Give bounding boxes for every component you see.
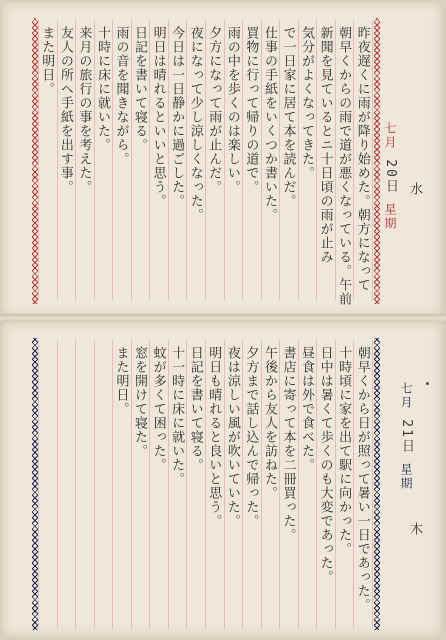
diary-text-column: 明日も晴れると良いと思う。 bbox=[206, 346, 222, 528]
decorative-border-right bbox=[374, 18, 380, 304]
diary-text-column: 午後から友人を訪ねた。 bbox=[261, 346, 277, 500]
diary-text-column: 今日は一日静かに過ごした。 bbox=[169, 26, 185, 208]
date-day: 21日 bbox=[399, 419, 414, 454]
binding-hole bbox=[426, 382, 429, 385]
date-weekday: 星期 bbox=[399, 463, 413, 492]
diary-text-column: 夕方まで話し込んで帰った。 bbox=[243, 346, 259, 528]
date-month: 七月 bbox=[399, 382, 413, 410]
diary-text-column: 十時頃に家を出て駅に向かった。 bbox=[336, 346, 352, 556]
diary-text-column: 買物に行って帰りの道で。 bbox=[243, 26, 259, 194]
ruled-line bbox=[38, 340, 39, 628]
diary-text-column: 仕事の手紙をいくつか書いた。 bbox=[261, 26, 277, 222]
ruled-line bbox=[57, 340, 58, 628]
diary-text-column: 明日は晴れるといいと思う。 bbox=[150, 26, 166, 208]
weekday-handwritten: 木 bbox=[407, 522, 422, 538]
ruled-line bbox=[94, 340, 95, 628]
diary-text-column: 十一時に床に就いた。 bbox=[169, 346, 185, 486]
ruled-line bbox=[372, 340, 373, 628]
diary-text-column: 気分がよくなってきた。 bbox=[299, 26, 315, 180]
diary-text-column: 夜になって少し涼しくなった。 bbox=[187, 26, 203, 222]
diary-text-column: 日記を書いて寝る。 bbox=[187, 346, 203, 472]
diary-text-column: 新聞を見ているとニ十日頃の雨が止み bbox=[317, 26, 333, 264]
diary-text-column: 蚊が多くて困った。 bbox=[150, 346, 166, 472]
diary-text-column: また明日。 bbox=[39, 26, 55, 96]
decorative-border-right bbox=[374, 338, 380, 630]
date-weekday: 星期 bbox=[383, 203, 397, 232]
diary-text-column: で一日家に居て本を読んだ。 bbox=[280, 26, 296, 208]
date-month: 七月 bbox=[383, 122, 397, 150]
diary-page-top bbox=[2, 2, 442, 316]
diary-text-column: 雨の音を聞きながら。 bbox=[113, 26, 129, 166]
diary-text-column: 昼食は外で食べた。 bbox=[299, 346, 315, 472]
diary-text-column: 朝早くからの雨で道が悪くなっている。午前 bbox=[336, 26, 352, 306]
diary-text-column: 朝早くから日が照って暑い一日であった。 bbox=[354, 346, 370, 612]
ruled-line bbox=[75, 340, 76, 628]
diary-text-column: 窓を開けて寝た。 bbox=[132, 346, 148, 458]
diary-text-column: 書店に寄って本を二冊買った。 bbox=[280, 346, 296, 542]
weekday-handwritten: 水 bbox=[407, 182, 422, 198]
diary-text-column: 日記を書いて寝る。 bbox=[132, 26, 148, 152]
diary-text-column: 夕方になって雨が止んだ。 bbox=[206, 26, 222, 194]
diary-text-column: 雨の中を歩くのは楽しい。 bbox=[224, 26, 240, 194]
date-day: 20日 bbox=[383, 159, 398, 194]
diary-text-column: 来月の旅行の事を考えた。 bbox=[76, 26, 92, 194]
diary-text-column: 十時に床に就いた。 bbox=[94, 26, 110, 152]
diary-text-column: また明日。 bbox=[113, 346, 129, 416]
date-line bbox=[397, 382, 416, 491]
ruled-line bbox=[372, 20, 373, 300]
diary-text-column: 夜は涼しい風が吹いていた。 bbox=[224, 346, 240, 528]
diary-page-bottom bbox=[2, 322, 442, 636]
ruled-area bbox=[38, 20, 372, 306]
diary-text-column: 昨夜遅くに雨が降り始めた。朝方になって bbox=[354, 26, 370, 292]
ruled-area bbox=[38, 340, 372, 628]
diary-text-column: 友人の所へ手紙を出す事。 bbox=[57, 26, 73, 194]
diary-text-column: 日中は暑くて歩くのも大変であった。 bbox=[317, 346, 333, 584]
date-line bbox=[381, 122, 400, 231]
